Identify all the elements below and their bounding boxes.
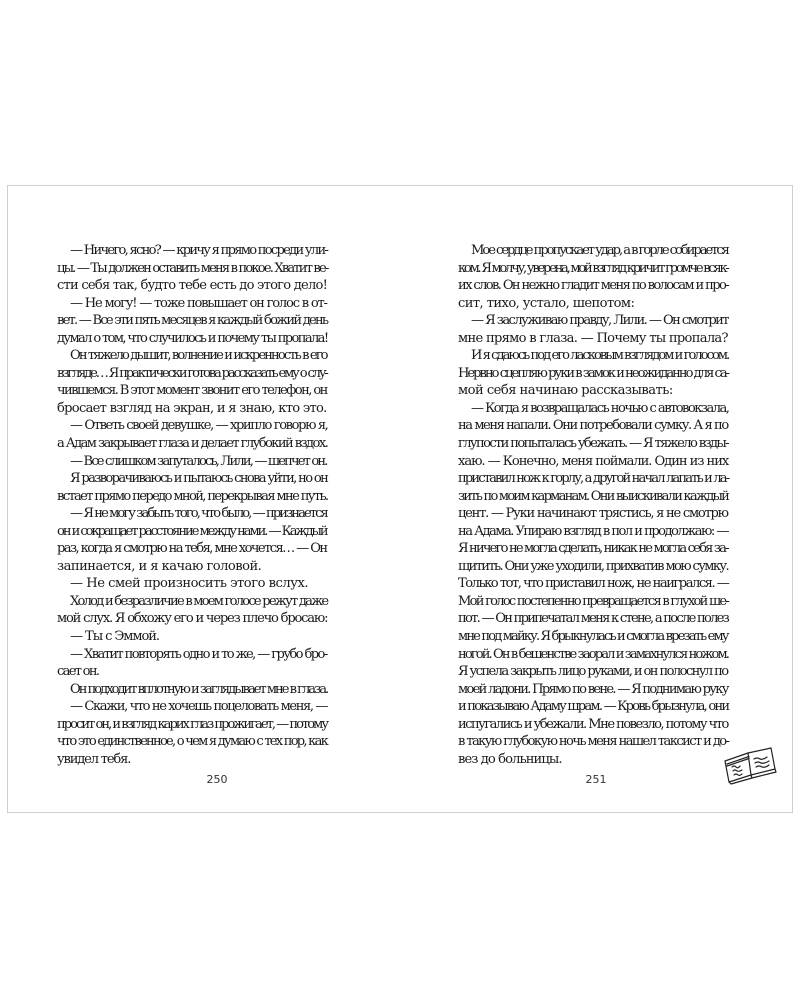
text-line: И я сдаюсь под его ласковым взглядом и голосом. — [471, 348, 729, 364]
paragraph — [57, 347, 340, 417]
text-line: Только тот, что приставил нож, не наигрался. — — [458, 576, 729, 592]
text-line: — Я заслуживаю правду, Лили. — Он смотрит — [471, 313, 728, 329]
paragraph — [57, 628, 340, 646]
text-line: на меня напали. Они потребовали сумку. А я по — [458, 418, 728, 434]
paragraph — [57, 646, 340, 681]
text-line: — Когда я возвращалась ночью с автовокзала, — [471, 400, 729, 416]
open-book-doodle-icon — [721, 745, 779, 785]
text-line: сит, тихо, устало, шепотом: — [458, 295, 635, 311]
text-line: ногой. Он в бешенстве заорал и замахнулся ножом. — [458, 646, 729, 662]
text-line: Холод и безразличие в моем голосе режут даже — [70, 593, 328, 609]
text-line: запинается, и я качаю головой. — [57, 558, 262, 574]
text-line: в такую глубокую ночь меня нашел таксист и до- — [458, 734, 729, 750]
text-line: Я успела закрыть лицо руками, и он полоснул по — [458, 664, 728, 680]
text-line: сти себя так, будто тебе есть до этого дело! — [57, 278, 328, 294]
text-line: Мой голос постепенно превращается в глухой ше- — [458, 593, 728, 609]
right-page — [458, 242, 741, 768]
left-page — [57, 242, 340, 768]
text-line: моей ладони. Прямо по вене. — Я поднимаю руку — [458, 681, 728, 697]
paragraph — [57, 681, 340, 699]
text-line: бросает взгляд на экран, и я знаю, кто это. — [57, 400, 327, 416]
text-line: мне под майку. Я брыкнулась и смогла врезать ему — [458, 629, 728, 645]
text-line: ком. Я молчу, уверена, мой взгляд кричит громче всяк- — [458, 260, 728, 276]
text-line: вет. — Все эти пять месяцев я каждый божий день — [57, 313, 328, 329]
paragraph — [458, 400, 741, 768]
text-line: взгляде… Я практически готова рассказать ему о слу- — [57, 365, 327, 381]
paragraph — [458, 242, 741, 312]
text-line: Я ничего не могла сделать, никак не могла себя за- — [458, 541, 728, 557]
text-line: мне прямо в глаза. — Почему ты пропала? — [458, 330, 728, 346]
text-line: мой слух. Я обхожу его и через плечо бросаю: — [57, 611, 328, 627]
text-line: встает прямо передо мной, перекрывая мне путь. — [57, 488, 328, 504]
text-line: глупости попыталась убежать. — Я тяжело взды- — [458, 436, 728, 452]
text-line: Нервно сцепляю руки в замок и неожиданно для са- — [458, 365, 729, 381]
text-line: сает он. — [57, 664, 99, 680]
text-line: — Хватит повторять одно и то же, — грубо бро- — [70, 646, 327, 662]
text-line: хаю. — Конечно, меня поймали. Один из них — [458, 453, 729, 469]
text-line: — Все слишком запуталось, Лили, — шепчет он. — [70, 453, 327, 469]
text-line: — Не смей произносить этого вслух. — [70, 576, 309, 592]
text-line: щитить. Они уже уходили, прихватив мою сумку. — [458, 558, 729, 574]
book-spread — [7, 185, 793, 813]
text-line: думал о том, что случилось и почему ты пропала! — [57, 330, 328, 346]
paragraph — [57, 242, 340, 295]
text-line: пот. — Он припечатал меня к стене, а после полез — [458, 611, 729, 627]
text-line: приставил нож к горлу, а другой начал лапать и ла- — [458, 471, 729, 487]
paragraph — [458, 347, 741, 400]
paragraph — [57, 417, 340, 452]
text-line: цент. — Руки начинают трястись, я не смотрю — [458, 506, 728, 522]
paragraph — [57, 453, 340, 471]
text-line: зить по моим карманам. Они выискивали каждый — [458, 488, 729, 504]
text-line: что это единственное, о чем я думаю с тех пор, как — [57, 734, 328, 750]
paragraph — [57, 575, 340, 593]
text-line: — Скажи, что не хочешь поцеловать меня, — — [70, 699, 328, 715]
page-number-left: 250 — [206, 773, 228, 786]
text-line: раз, когда я смотрю на тебя, мне хочется… — Он — [57, 541, 327, 557]
text-line: увидел тебя. — [57, 751, 131, 767]
text-line: он и сокращает расстояние между нами. — Каждый — [57, 523, 327, 539]
text-line: Он тяжело дышит, волнение и искренность в его — [70, 348, 327, 364]
text-line: цы. — Ты должен оставить меня в покое. Хватит ве- — [57, 260, 328, 276]
text-line: — Ты с Эммой. — [70, 629, 159, 645]
text-line: на Адама. Упираю взгляд в пол и продолжаю: — — [458, 523, 728, 539]
text-line: — Ответь своей девушке, — хрипло говорю я, — [70, 418, 328, 434]
paragraph — [57, 295, 340, 348]
text-line: а Адам закрывает глаза и делает глубокий вздох. — [57, 436, 328, 452]
text-line: — Ничего, ясно? — кричу я прямо посреди ули- — [70, 243, 328, 258]
text-line: вез до больницы. — [458, 751, 562, 767]
text-line: Он подходит вплотную и заглядывает мне в глаза. — [70, 681, 328, 697]
paragraph — [458, 312, 741, 347]
paragraph — [57, 505, 340, 575]
paragraph — [57, 698, 340, 768]
text-line: чившемся. В этот момент звонит его телефон, он — [57, 383, 327, 399]
page-number-right: 251 — [585, 773, 607, 786]
text-line: — Не могу! — тоже повышает он голос в от- — [70, 295, 327, 311]
text-line: — Я не могу забыть того, что было, — признается — [70, 506, 327, 522]
paragraph — [57, 593, 340, 628]
text-line: просит он, и взгляд карих глаз прожигает, — потому — [57, 716, 328, 732]
text-line: их слов. Он нежно гладит меня по волосам и про- — [458, 278, 729, 294]
text-line: Мое сердце пропускает удар, а в горле собирается — [471, 243, 728, 258]
text-line: испугались и убежали. Мне повезло, потому что — [458, 716, 728, 732]
text-line: и показываю Адаму шрам. — Кровь брызнула, они — [458, 699, 729, 715]
paragraph — [57, 470, 340, 505]
text-line: Я разворачиваюсь и пытаюсь снова уйти, но он — [70, 471, 328, 487]
text-line: мой себя начинаю рассказывать: — [458, 383, 673, 399]
